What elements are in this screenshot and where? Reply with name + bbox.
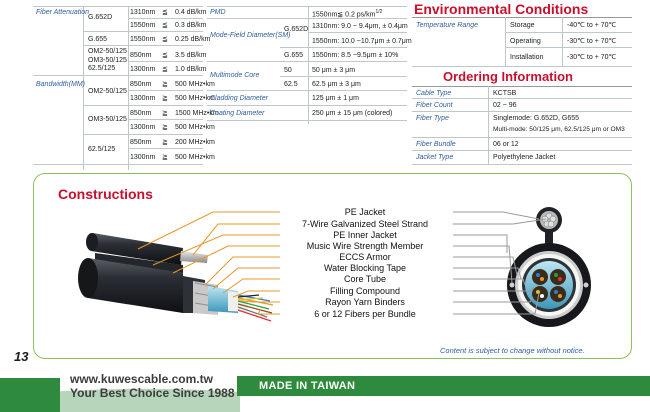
ordering-label: Cable Type [416, 90, 452, 97]
mfd-value: 1310nm: 9.0 ~ 9.4μm, ± 0.4μm [312, 23, 408, 30]
wavelength: 850nm [130, 81, 152, 88]
wavelength: 850nm [130, 139, 152, 146]
made-in-text: MADE IN TAIWAN [259, 380, 356, 392]
wavelength: 850nm [130, 110, 152, 117]
env-row-name: Storage [510, 22, 535, 29]
operator: ≧ [162, 95, 168, 102]
label-water-blocking-tape: Water Blocking Tape [323, 263, 407, 273]
env-row-value: -30℃ to + 70℃ [567, 54, 617, 61]
wavelength: 1300nm [130, 95, 156, 102]
wavelength: 1310nm [130, 9, 156, 16]
ordering-label: Jacket Type [416, 154, 454, 161]
env-row-value: -40℃ to + 70℃ [567, 22, 617, 29]
cross-section [507, 207, 591, 327]
fiber-type: G.655 [284, 52, 304, 59]
operator: ≧ [162, 81, 168, 88]
core-value: 62.5 μm ± 3 μm [312, 81, 361, 88]
fiber-type: OM2-50/125 [88, 48, 127, 55]
page-number: 13 [14, 349, 29, 364]
env-row-name: Operating [510, 38, 541, 45]
label-rayon-yarn: Rayon Yarn Binders [325, 297, 405, 307]
ordering-value: Polyethylene Jacket [493, 154, 556, 161]
value: 0.3 dB/km [175, 22, 207, 29]
disclaimer-note: Content is subject to change without notice. [440, 346, 585, 355]
ordering-value: 02 ~ 96 [493, 102, 517, 109]
value: 200 MHz•km [175, 139, 215, 146]
value: 1500 MHz•km [175, 110, 219, 117]
label-pe-jacket: PE Jacket [344, 207, 386, 217]
pmd-label: PMD [210, 9, 226, 16]
env-row-name: Installation [510, 54, 544, 61]
wavelength: 1300nm [130, 124, 156, 131]
pmd-value: 1550nm≦ 0.2 $ps/km^{1/2}$ [312, 9, 383, 19]
label-steel-strand: 7-Wire Galvanized Steel Strand [301, 219, 429, 229]
fiber-type: G.655 [88, 36, 108, 43]
operator: ≧ [162, 139, 168, 146]
coating-label: Coating Diameter [210, 110, 265, 117]
fiber-type: OM3-50/125 [88, 57, 127, 64]
value: 3.5 dB/km [175, 52, 207, 59]
operator: ≧ [162, 124, 168, 131]
operator: ≦ [162, 9, 168, 16]
core-type: 62.5 [284, 81, 298, 88]
temperature-range-label: Temperature Range [416, 22, 479, 29]
cladding-label: Cladding Diameter [210, 95, 268, 102]
ordering-value: Multi-mode: 50/125 μm, 62.5/125 μm or OM3 [493, 126, 625, 133]
ordering-label: Fiber Type [416, 115, 449, 122]
cladding-value: 125 μm ± 1 μm [312, 95, 359, 102]
operator: ≦ [162, 66, 168, 73]
wavelength: 1550nm [130, 22, 156, 29]
wavelength: 1300nm [130, 154, 156, 161]
website-url[interactable]: www.kuwescable.com.tw [70, 372, 213, 386]
operator: ≦ [162, 36, 168, 43]
wavelength: 1300nm [130, 66, 156, 73]
label-music-wire: Music Wire Strength Member [306, 241, 424, 251]
bandwidth-label: Bandwidth(MM) [36, 81, 86, 88]
made-in-banner [237, 376, 650, 396]
fiber-type: G.652D [88, 14, 113, 21]
env-row-value: -30℃ to + 70℃ [567, 38, 617, 45]
environmental-title: Environmental Conditions [414, 1, 589, 17]
label-pe-inner-jacket: PE Inner Jacket [333, 230, 397, 240]
fiber-type: 62.5/125 [88, 146, 116, 153]
operator: ≦ [162, 22, 168, 29]
ordering-value: 06 or 12 [493, 141, 519, 148]
label-core-tube: Core Tube [343, 274, 387, 284]
fiber-type: OM2-50/125 [88, 88, 127, 95]
value: 0.4 dB/km [175, 9, 207, 16]
value: 500 MHz•km [175, 95, 215, 102]
ordering-label: Fiber Bundle [416, 141, 456, 148]
coating-value: 250 μm ± 15 μm (colored) [312, 110, 393, 117]
label-filling-compound: Filling Compound [329, 286, 401, 296]
slogan: Your Best Choice Since 1988 [70, 386, 235, 400]
wavelength: 1550nm [130, 36, 156, 43]
wavelength: 850nm [130, 52, 152, 59]
fiber-type: 62.5/125 [88, 65, 116, 72]
label-eccs-armor: ECCS Armor [339, 252, 391, 262]
mfd-label: Mode-Field Diameter(SM) [210, 32, 291, 39]
fiber-type: OM3-50/125 [88, 116, 127, 123]
fiber-type: G.652D [284, 26, 309, 33]
value: 500 MHz•km [175, 154, 215, 161]
value: 500 MHz•km [175, 81, 215, 88]
fiber-attenuation-label: Fiber Attenuation [36, 9, 90, 16]
value: 0.25 dB/km [175, 36, 211, 43]
label-fibers-per-bundle: 6 or 12 Fibers per Bundle [314, 309, 416, 319]
mfd-value: 1550nm: 10.0 ~10.7μm ± 0.7μm [312, 38, 412, 45]
core-label: Multimode Core [210, 72, 260, 79]
core-value: 50 μm ± 3 μm [312, 67, 356, 74]
value: 500 MHz•km [175, 124, 215, 131]
ordering-label: Fiber Count [416, 102, 453, 109]
core-type: 50 [284, 67, 292, 74]
constructions-title: Constructions [58, 186, 153, 202]
ordering-value: Singlemode: G.652D, G655 [493, 115, 579, 122]
operator: ≦ [162, 52, 168, 59]
mfd-value: 1550nm: 8.5 ~9.5μm ± 10% [312, 52, 399, 59]
operator: ≧ [162, 154, 168, 161]
ordering-value: KCTSB [493, 90, 517, 97]
value: 1.0 dB/km [175, 66, 207, 73]
operator: ≧ [162, 110, 168, 117]
ordering-title: Ordering Information [443, 69, 573, 84]
